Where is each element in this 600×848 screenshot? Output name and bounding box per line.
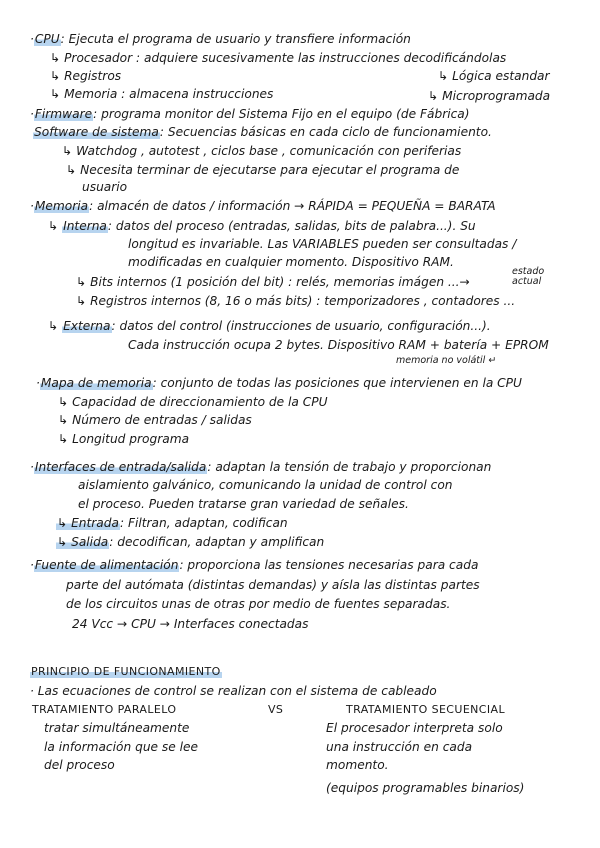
principio-heading — [30, 666, 222, 677]
software-term: Software de sistema — [34, 125, 159, 139]
firmware-definition — [30, 108, 470, 120]
interfaces-bullet: · — [30, 460, 34, 474]
fuente-definition — [30, 559, 478, 571]
mapa-definition — [36, 377, 522, 389]
interfaces-salida — [56, 536, 324, 548]
memoria-bullet: · — [30, 199, 34, 213]
paralelo-line-1: tratar simultáneamente — [44, 721, 190, 735]
memoria-registros: ↳ Registros internos (8, 16 o más bits) : temporizadores , contadores ... — [76, 294, 516, 308]
mapa-def: : conjunto de todas las posiciones que intervienen en la CPU — [152, 376, 522, 390]
memoria-def: : almacén de datos / información → RÁPIDA = PEQUEÑA = BARATA — [89, 199, 496, 213]
secuencial-line-1: El procesador interpreta solo — [326, 721, 503, 735]
software-def: : Secuencias básicas en cada ciclo de funcionamiento. — [159, 125, 492, 139]
externa-term: Externa — [63, 319, 111, 333]
salida-term: ↳ Salida — [57, 535, 109, 549]
fuente-term: Fuente de alimentación — [34, 558, 179, 572]
interna-term: Interna — [63, 219, 107, 233]
fuente-bullet: · — [30, 558, 34, 572]
interna-line-2: longitud es invariable. Las VARIABLES pueden ser consultadas / — [128, 237, 517, 251]
externa-line-2: Cada instrucción ocupa 2 bytes. Dispositivo RAM + batería + EPROM — [128, 338, 549, 352]
memoria-term: Memoria — [34, 199, 89, 213]
mapa-item-1: ↳ Capacidad de direccionamiento de la CPU — [58, 395, 328, 409]
mapa-bullet: · — [36, 376, 40, 390]
paralelo-line-3: del proceso — [44, 758, 115, 772]
secuencial-heading: TRATAMIENTO SECUENCIAL — [346, 703, 505, 716]
software-definition — [33, 126, 492, 138]
cpu-def: : Ejecuta el programa de usuario y transfiere información — [60, 32, 411, 46]
principio-heading-text: PRINCIPIO DE FUNCIONAMIENTO — [31, 665, 221, 678]
secuencial-line-2: una instrucción en cada — [326, 740, 473, 754]
principio-intro: · Las ecuaciones de control se realizan con el sistema de cableado — [30, 684, 437, 698]
externa-line-3: memoria no volátil ↵ — [396, 355, 497, 366]
interna-arrow: ↳ — [48, 219, 59, 233]
cpu-bullet: · — [30, 32, 34, 46]
interfaces-line-3: el proceso. Pueden tratarse gran variedad de señales. — [78, 497, 409, 511]
entrada-def: : Filtran, adaptan, codifican — [119, 516, 288, 530]
vs-label: VS — [268, 703, 284, 716]
secuencial-line-4: (equipos programables binarios) — [326, 781, 525, 795]
externa-arrow: ↳ — [48, 319, 59, 333]
memoria-interna — [48, 220, 476, 232]
interfaces-line-2: aislamiento galvánico, comunicando la unidad de control con — [78, 478, 453, 492]
salida-def: : decodifican, adaptan y amplifican — [109, 535, 325, 549]
fuente-line-4: 24 Vcc → CPU → Interfaces conectadas — [72, 617, 309, 631]
cpu-definition — [30, 33, 411, 45]
interfaces-definition — [30, 461, 491, 473]
firmware-bullet: · — [30, 107, 34, 121]
software-necesita-1: ↳ Necesita terminar de ejecutarse para ejecutar el programa de — [66, 163, 460, 177]
memoria-externa — [48, 320, 491, 332]
secuencial-line-3: momento. — [326, 758, 389, 772]
mapa-term: Mapa de memoria — [40, 376, 152, 390]
cpu-micro: ↳ Microprogramada — [428, 89, 551, 103]
interfaces-def: : adaptan la tensión de trabajo y proporcionan — [207, 460, 492, 474]
software-watchdog: ↳ Watchdog , autotest , ciclos base , comunicación con periferias — [62, 144, 462, 158]
fuente-line-3: de los circuitos unas de otras por medio de fuentes separadas. — [66, 597, 451, 611]
estado-line-2: actual — [512, 276, 542, 287]
paralelo-heading: TRATAMIENTO PARALELO — [32, 703, 177, 716]
cpu-term: CPU — [34, 32, 60, 46]
interna-line-3: modificadas en cualquier momento. Dispositivo RAM. — [128, 255, 454, 269]
interfaces-term: Interfaces de entrada/salida — [34, 460, 207, 474]
firmware-def: : programa monitor del Sistema Fijo en el equipo (de Fábrica) — [93, 107, 470, 121]
firmware-term: Firmware — [34, 107, 93, 121]
cpu-registros: ↳ Registros — [50, 69, 122, 83]
estado-line-1: estado — [512, 266, 545, 277]
fuente-line-2: parte del autómata (distintas demandas) y aísla las distintas partes — [66, 578, 480, 592]
cpu-logica: ↳ Lógica estandar — [438, 69, 550, 83]
mapa-item-3: ↳ Longitud programa — [58, 432, 190, 446]
software-necesita-2: usuario — [82, 180, 128, 194]
fuente-def: : proporciona las tensiones necesarias para cada — [179, 558, 479, 572]
cpu-procesador: ↳ Procesador : adquiere sucesivamente las instrucciones decodificándolas — [50, 51, 507, 65]
interfaces-entrada — [56, 517, 288, 529]
memoria-definition — [30, 200, 496, 212]
cpu-memoria: ↳ Memoria : almacena instrucciones — [50, 87, 274, 101]
mapa-item-2: ↳ Número de entradas / salidas — [58, 413, 252, 427]
interna-line-1: : datos del proceso (entradas, salidas, bits de palabra...). Su — [107, 219, 476, 233]
paralelo-line-2: la información que se lee — [44, 740, 199, 754]
entrada-term: ↳ Entrada — [57, 516, 119, 530]
externa-line-1: : datos del control (instrucciones de usuario, configuración...). — [111, 319, 491, 333]
memoria-bits: ↳ Bits internos (1 posición del bit) : relés, memorias imágen ...→ — [76, 275, 470, 289]
